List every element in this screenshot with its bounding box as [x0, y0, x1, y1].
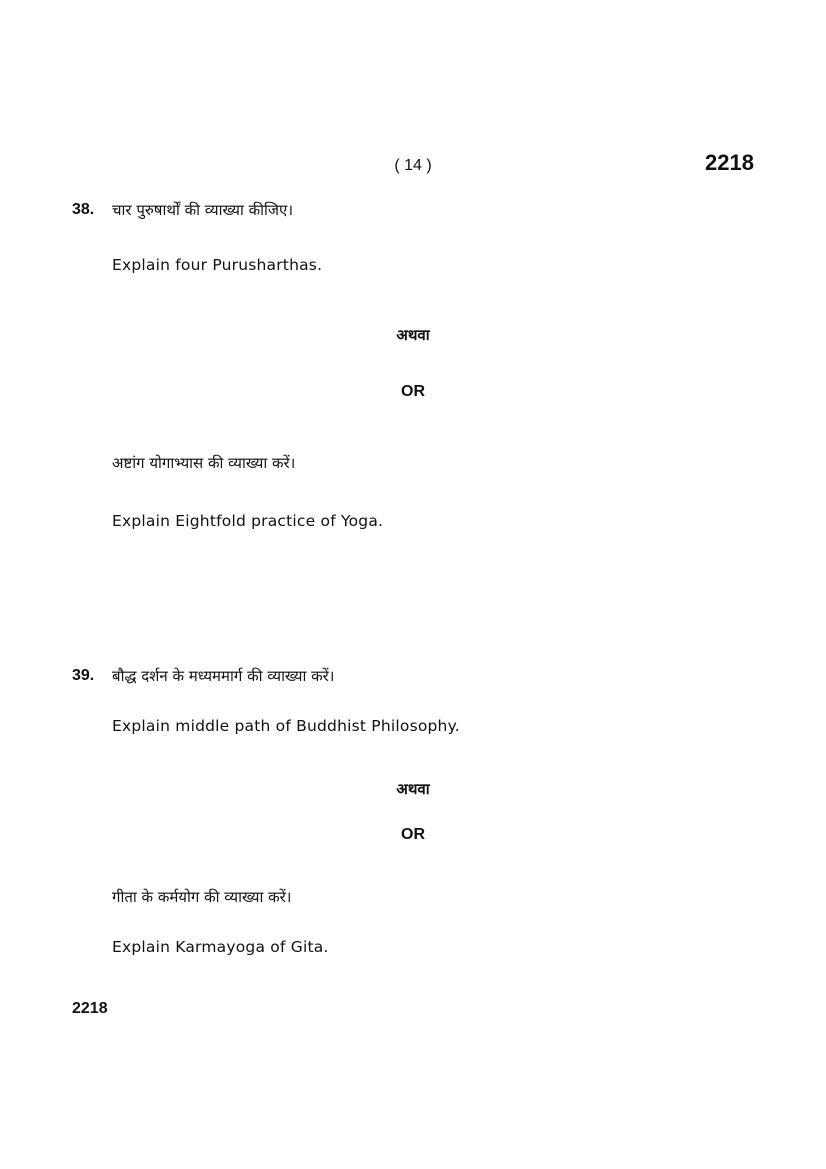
question-english: Explain four Purusharthas. [112, 256, 323, 274]
or-hindi: अथवा [396, 326, 430, 344]
question-hindi: चार पुरुषार्थों की व्याख्या कीजिए। [112, 201, 294, 219]
paper-code-header: 2218 [705, 150, 754, 175]
question-english: Explain middle path of Buddhist Philosophy. [112, 717, 460, 735]
question-number: 39. [72, 667, 95, 684]
question-number: 38. [72, 201, 95, 218]
or-english: OR [401, 383, 425, 400]
question-hindi: बौद्ध दर्शन के मध्यममार्ग की व्याख्या करें। [112, 667, 335, 685]
or-english: OR [401, 826, 425, 843]
alt-question-english: Explain Karmayoga of Gita. [112, 938, 329, 956]
alt-question-english: Explain Eightfold practice of Yoga. [112, 512, 384, 530]
alt-question-hindi: अष्टांग योगाभ्यास की व्याख्या करें। [112, 454, 296, 472]
or-hindi: अथवा [396, 780, 430, 798]
alt-question-hindi: गीता के कर्मयोग की व्याख्या करें। [112, 888, 292, 906]
page-number: ( 14 ) [394, 157, 432, 174]
paper-code-footer: 2218 [72, 1000, 108, 1017]
